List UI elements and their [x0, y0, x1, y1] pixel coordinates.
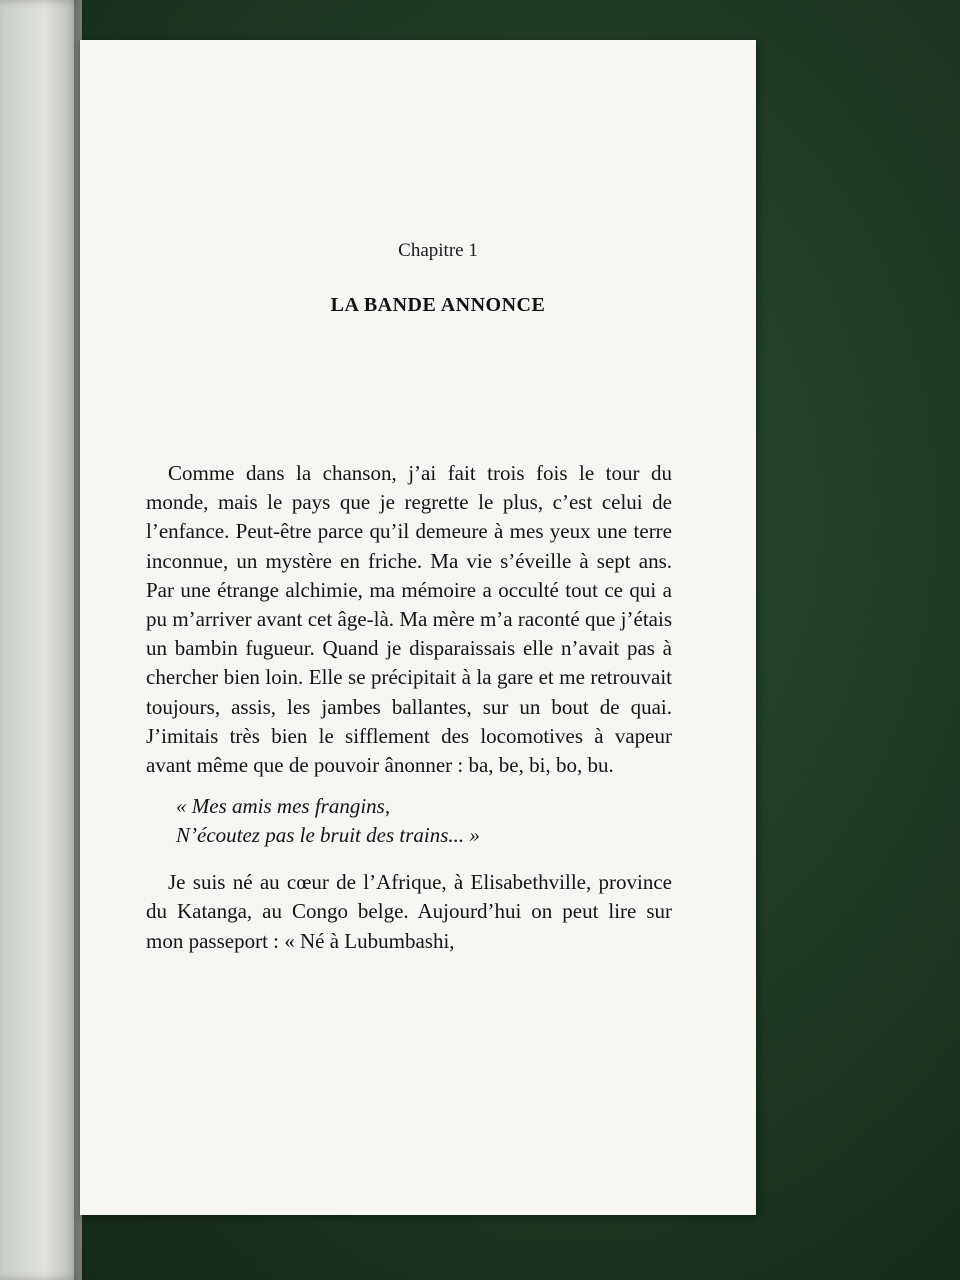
book-page	[80, 40, 756, 1215]
body-text	[146, 459, 672, 956]
song-quote	[176, 792, 672, 850]
verse-line-2: N’écoutez pas le bruit des trains... »	[176, 823, 480, 848]
paragraph-2: Je suis né au cœur de l’Afrique, à Elisabethville, province du Katanga, au Congo belge. Aujourd’hui on peut lire sur mon passeport : « Né à Lubumbashi,	[146, 870, 672, 953]
chapter-title: LA BANDE ANNONCE	[330, 294, 546, 316]
facing-page-edge	[0, 0, 82, 1280]
paragraph-1: Comme dans la chanson, j’ai fait trois fois le tour du monde, mais le pays que je regrette le plus, c’est celui de l’enfance. Peut-être parce qu’il demeure à mes yeux une terre inconnue, un mystère en friche. Ma vie s’éveille à sept ans. Par une étrange alchimie, ma mémoire a occulté tout ce qui a pu m’arriver avant cet âge-là. Ma mère m’a raconté que j’étais un bambin fugueur. Quand je disparaissais elle n’avait pas à chercher bien loin. Elle se précipitait à la gare et me retrouvait toujours, assis, les jambes ballantes, sur un bout de quai. J’imitais très bien le sifflement des locomotives à vapeur avant même que de pouvoir ânonner : ba, be, bi, bo, bu.	[146, 461, 672, 778]
chapter-label: Chapitre 1	[398, 240, 478, 261]
verse-line-1: « Mes amis mes frangins,	[176, 794, 391, 819]
